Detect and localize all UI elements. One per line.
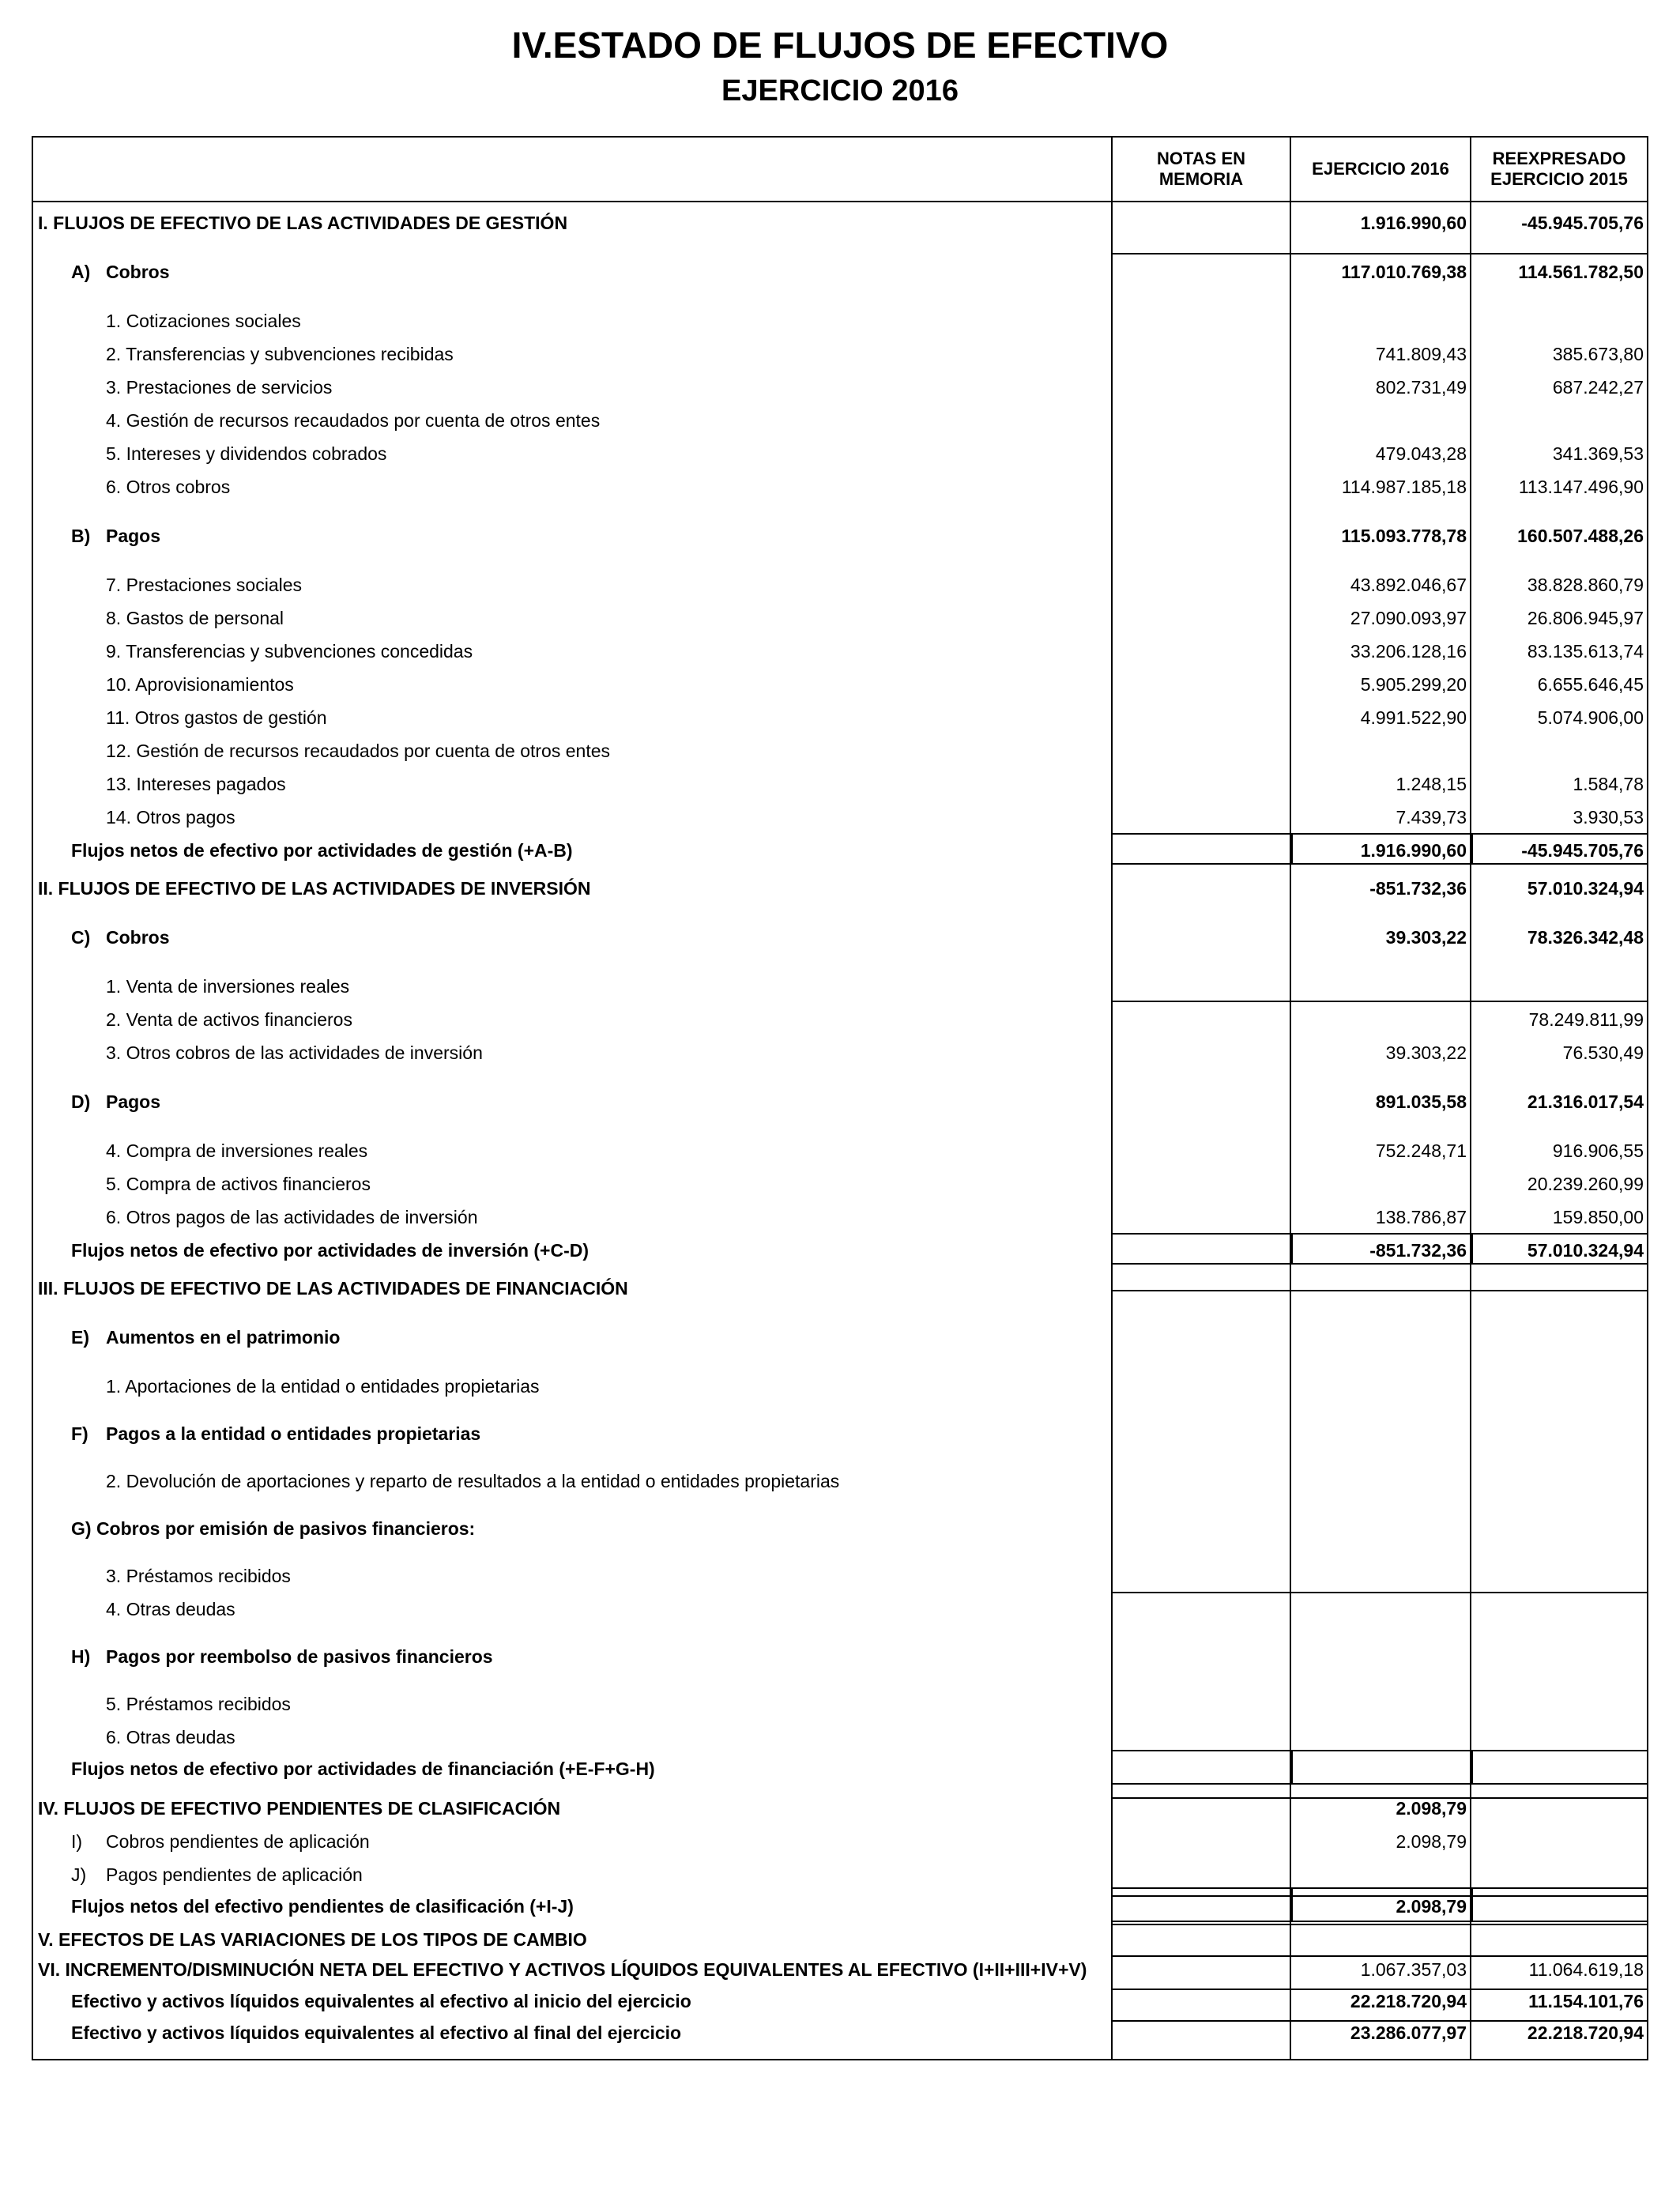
row-label: [106, 305, 301, 337]
value-ejercicio-2016: 115.093.778,78: [1341, 526, 1467, 546]
value-ejercicio-2016: [1293, 1753, 1467, 1785]
table-row: [33, 256, 1647, 288]
row-letter: A): [71, 262, 91, 282]
table-row: [33, 1135, 1647, 1167]
value-ejercicio-2015: 6.655.646,45: [1537, 674, 1644, 695]
row-label-text: 2. Devolución de aportaciones y reparto de resultados a la entidad o entidades propietarias: [106, 1471, 840, 1491]
row-label-text: 3. Otros cobros de las actividades de inversión: [106, 1042, 483, 1063]
row-label-text: 4. Compra de inversiones reales: [106, 1140, 368, 1161]
value-ejercicio-2015: 57.010.324,94: [1527, 878, 1644, 899]
value-ejercicio-2015: [1472, 1560, 1644, 1592]
value-ejercicio-2015: 38.828.860,79: [1527, 575, 1644, 595]
row-label-text: Pagos: [106, 1091, 161, 1112]
row-label: [106, 1037, 483, 1069]
table-row: [33, 338, 1647, 370]
row-label-text: 7. Prestaciones sociales: [106, 575, 303, 595]
value-ejercicio-2015: 160.507.488,26: [1517, 526, 1644, 546]
row-label-text: IV. FLUJOS DE EFECTIVO PENDIENTES DE CLASIFICACIÓN: [38, 1798, 561, 1819]
row-label-text: V. EFECTOS DE LAS VARIACIONES DE LOS TIPOS DE CAMBIO: [38, 1929, 587, 1950]
value-ejercicio-2016: [1293, 1721, 1467, 1753]
value-ejercicio-2016: 741.809,43: [1375, 344, 1467, 364]
header-ejercicio-2015: REEXPRESADO EJERCICIO 2015: [1490, 149, 1628, 189]
row-label-text: 14. Otros pagos: [106, 807, 235, 827]
row-label: [71, 922, 170, 953]
value-ejercicio-2016: [1293, 971, 1467, 1002]
row-label-text: VI. INCREMENTO/DISMINUCIÓN NETA DEL EFECTIVO Y ACTIVOS LÍQUIDOS EQUIVALENTES AL EFECTIVO (I+II+III+IV+V): [38, 1959, 1087, 1980]
row-label: [106, 1201, 478, 1233]
value-ejercicio-2016: 891.035,58: [1375, 1091, 1467, 1112]
value-ejercicio-2016: [1293, 1688, 1467, 1720]
value-ejercicio-2015: [1472, 1721, 1644, 1753]
row-label: [106, 735, 610, 767]
value-ejercicio-2015: 78.249.811,99: [1528, 1009, 1644, 1030]
row-label-text: III. FLUJOS DE EFECTIVO DE LAS ACTIVIDADES DE FINANCIACIÓN: [38, 1278, 628, 1299]
row-letter: C): [71, 927, 91, 948]
row-label-text: 6. Otras deudas: [106, 1727, 235, 1747]
row-label-text: 2. Venta de activos financieros: [106, 1009, 352, 1030]
row-label-text: 6. Otros pagos de las actividades de inversión: [106, 1207, 478, 1227]
row-label: [71, 2017, 681, 2049]
table-row: [33, 520, 1647, 552]
value-ejercicio-2016: [1293, 1370, 1467, 1402]
value-ejercicio-2015: [1472, 1688, 1644, 1720]
value-ejercicio-2016: [1293, 1593, 1467, 1625]
row-label: [106, 438, 386, 469]
value-ejercicio-2015: 687.242,27: [1552, 377, 1644, 398]
value-ejercicio-2016: 43.892.046,67: [1350, 575, 1467, 595]
value-ejercicio-2016: [1293, 405, 1467, 436]
value-ejercicio-2016: [1293, 1272, 1467, 1304]
table-row: [33, 1513, 1647, 1544]
value-ejercicio-2015: [1472, 305, 1644, 337]
row-label: [71, 1418, 480, 1449]
row-label: [106, 1135, 367, 1167]
row-letter: J): [71, 1864, 87, 1885]
table-row: [33, 1859, 1647, 1891]
row-label: [38, 207, 567, 239]
value-ejercicio-2015: [1472, 1593, 1644, 1625]
row-label-text: Cobros: [106, 927, 170, 948]
row-label-text: 12. Gestión de recursos recaudados por cuenta de otros entes: [106, 741, 611, 761]
value-ejercicio-2015: [1472, 1513, 1644, 1544]
table-row: [33, 438, 1647, 469]
table-row: [33, 305, 1647, 337]
value-ejercicio-2015: [1472, 1826, 1644, 1857]
row-label: [71, 1753, 655, 1785]
table-row: [33, 669, 1647, 700]
value-ejercicio-2015: [1472, 405, 1644, 436]
table-row: [33, 1037, 1647, 1069]
value-ejercicio-2016: 138.786,87: [1375, 1207, 1467, 1227]
table-row: [33, 1593, 1647, 1625]
value-ejercicio-2015: 916.906,55: [1552, 1140, 1644, 1161]
row-label-text: 1. Venta de inversiones reales: [106, 976, 350, 997]
value-ejercicio-2015: 341.369,53: [1552, 443, 1644, 464]
value-ejercicio-2016: 1.248,15: [1396, 774, 1467, 794]
header-notas: NOTAS EN MEMORIA: [1156, 149, 1246, 189]
row-label: [106, 1168, 371, 1200]
table-row: [33, 207, 1647, 239]
value-ejercicio-2016: 5.905.299,20: [1360, 674, 1467, 695]
table-row: [33, 1321, 1647, 1353]
value-ejercicio-2016: 1.067.357,03: [1360, 1959, 1467, 1980]
value-ejercicio-2015: 113.147.496,90: [1518, 477, 1644, 497]
header-ejercicio-2016: EJERCICIO 2016: [1312, 159, 1449, 179]
value-ejercicio-2016: 117.010.769,38: [1341, 262, 1467, 282]
row-label: [106, 801, 235, 833]
table-row: [33, 1753, 1647, 1785]
value-ejercicio-2016: 2.098,79: [1396, 1831, 1467, 1852]
value-ejercicio-2015: 114.561.782,50: [1518, 262, 1644, 282]
row-label: [71, 520, 160, 552]
row-label-text: Pagos: [106, 526, 161, 546]
row-label-text: 8. Gastos de personal: [106, 608, 284, 628]
value-ejercicio-2016: [1293, 1859, 1467, 1891]
row-label: [71, 1235, 589, 1266]
row-label-text: 5. Compra de activos financieros: [106, 1174, 371, 1194]
value-ejercicio-2016: [1293, 1641, 1467, 1672]
value-ejercicio-2015: [1472, 1924, 1644, 1955]
value-ejercicio-2015: 26.806.945,97: [1527, 608, 1644, 628]
value-ejercicio-2016: 7.439,73: [1396, 807, 1467, 827]
table-row: [33, 1826, 1647, 1857]
table-row: [33, 1004, 1647, 1035]
value-ejercicio-2016: [1293, 1465, 1467, 1497]
table-row: [33, 971, 1647, 1002]
row-label: [71, 1826, 370, 1857]
value-ejercicio-2016: 39.303,22: [1385, 927, 1467, 948]
value-ejercicio-2016: [1293, 1321, 1467, 1353]
table-row: [33, 1721, 1647, 1753]
row-letter: F): [71, 1423, 89, 1444]
row-label-text: Pagos a la entidad o entidades propietarias: [106, 1423, 481, 1444]
table-row: [33, 371, 1647, 403]
value-ejercicio-2015: 385.673,80: [1552, 344, 1644, 364]
row-label: [106, 1465, 839, 1497]
row-label-text: Cobros pendientes de aplicación: [106, 1831, 370, 1852]
value-ejercicio-2016: 1.916.990,60: [1360, 840, 1467, 861]
table-row: [33, 1370, 1647, 1402]
row-label: [106, 971, 349, 1002]
value-ejercicio-2015: 11.064.619,18: [1528, 1959, 1644, 1980]
table-row: [33, 405, 1647, 436]
row-label: [106, 1004, 352, 1035]
value-ejercicio-2016: [1293, 1560, 1467, 1592]
row-label: [106, 669, 294, 700]
row-label-text: 4. Otras deudas: [106, 1599, 235, 1619]
row-label: [106, 1721, 235, 1753]
row-label-text: Efectivo y activos líquidos equivalentes al efectivo al inicio del ejercicio: [71, 1991, 691, 2011]
row-label: [106, 471, 230, 503]
table-row: [33, 1272, 1647, 1304]
value-ejercicio-2016: [1293, 1418, 1467, 1449]
row-label: [106, 1560, 291, 1592]
table-row: [33, 635, 1647, 667]
row-label-text: 6. Otros cobros: [106, 477, 231, 497]
row-label: [106, 569, 302, 601]
row-letter: E): [71, 1327, 89, 1348]
table-row: [33, 1560, 1647, 1592]
row-label-text: Efectivo y activos líquidos equivalentes al efectivo al final del ejercicio: [71, 2022, 682, 2043]
table-row: [33, 2017, 1647, 2049]
header-divider: [33, 201, 1647, 202]
table-row: [33, 702, 1647, 733]
value-ejercicio-2016: [1293, 1513, 1467, 1544]
value-ejercicio-2015: 57.010.324,94: [1527, 1240, 1644, 1261]
row-label: [106, 338, 454, 370]
row-label: [71, 1891, 574, 1922]
row-label-text: 1. Cotizaciones sociales: [106, 311, 301, 331]
row-label: [38, 1954, 1087, 1985]
value-ejercicio-2016: [1293, 735, 1467, 767]
value-ejercicio-2015: [1472, 1418, 1644, 1449]
value-ejercicio-2016: 752.248,71: [1375, 1140, 1467, 1161]
value-ejercicio-2015: [1472, 1891, 1644, 1922]
row-label: [106, 602, 284, 634]
row-label: [106, 1688, 291, 1720]
table-row: [33, 471, 1647, 503]
table-row: [33, 735, 1647, 767]
row-label: [71, 1641, 493, 1672]
row-label-text: 11. Otros gastos de gestión: [106, 707, 327, 728]
row-label-text: 5. Préstamos recibidos: [106, 1694, 291, 1714]
row-label: [71, 1859, 363, 1891]
value-ejercicio-2016: 22.218.720,94: [1350, 1991, 1467, 2011]
value-ejercicio-2015: [1472, 1321, 1644, 1353]
value-ejercicio-2015: 11.154.101,76: [1528, 1991, 1644, 2011]
table-row: [33, 1985, 1647, 2017]
row-label: [38, 1924, 587, 1955]
row-label-text: Pagos pendientes de aplicación: [106, 1864, 363, 1885]
table-row: [33, 1086, 1647, 1118]
row-label-text: 9. Transferencias y subvenciones concedidas: [106, 641, 473, 662]
value-ejercicio-2016: -851.732,36: [1369, 1240, 1467, 1261]
value-ejercicio-2015: 83.135.613,74: [1527, 641, 1644, 662]
value-ejercicio-2015: 76.530,49: [1562, 1042, 1644, 1063]
table-row: [33, 873, 1647, 904]
row-letter: I): [71, 1831, 83, 1852]
value-ejercicio-2016: 27.090.093,97: [1350, 608, 1467, 628]
row-label-text: 1. Aportaciones de la entidad o entidades propietarias: [106, 1376, 540, 1397]
value-ejercicio-2016: [1293, 1168, 1467, 1200]
table-row: [33, 1641, 1647, 1672]
row-label-text: 3. Préstamos recibidos: [106, 1566, 291, 1586]
row-letter: H): [71, 1646, 91, 1667]
page-subtitle: EJERCICIO 2016: [721, 74, 959, 107]
value-ejercicio-2016: [1293, 1924, 1467, 1955]
value-ejercicio-2015: [1472, 1793, 1644, 1824]
value-ejercicio-2016: 2.098,79: [1396, 1798, 1467, 1819]
row-label-text: 13. Intereses pagados: [106, 774, 286, 794]
row-label-text: Flujos netos de efectivo por actividades de financiación (+E-F+G-H): [71, 1759, 655, 1779]
row-label-text: 3. Prestaciones de servicios: [106, 377, 333, 398]
value-ejercicio-2016: [1293, 305, 1467, 337]
row-label: [71, 1513, 475, 1544]
cash-flow-table: [32, 136, 1648, 2060]
value-ejercicio-2015: [1472, 1272, 1644, 1304]
row-label: [71, 1086, 160, 1118]
table-row: [33, 835, 1647, 866]
row-label-text: 4. Gestión de recursos recaudados por cuenta de otros entes: [106, 410, 601, 431]
row-label-text: Cobros: [106, 262, 170, 282]
value-ejercicio-2016: 33.206.128,16: [1350, 641, 1467, 662]
row-letter: B): [71, 526, 91, 546]
row-label-text: Flujos netos de efectivo por actividades de inversión (+C-D): [71, 1240, 590, 1261]
table-row: [33, 1418, 1647, 1449]
table-row: [33, 1688, 1647, 1720]
table-row: [33, 1201, 1647, 1233]
row-label: [38, 873, 590, 904]
value-ejercicio-2016: -851.732,36: [1369, 878, 1467, 899]
value-ejercicio-2015: 1.584,78: [1573, 774, 1644, 794]
value-ejercicio-2015: -45.945.705,76: [1521, 840, 1644, 861]
row-label-text: Pagos por reembolso de pasivos financieros: [106, 1646, 493, 1667]
value-ejercicio-2016: 1.916.990,60: [1360, 213, 1467, 233]
table-row: [33, 602, 1647, 634]
value-ejercicio-2016: 2.098,79: [1396, 1896, 1467, 1917]
row-label-text: Flujos netos de efectivo por actividades de gestión (+A-B): [71, 840, 573, 861]
row-label: [106, 702, 327, 733]
row-label-text: 2. Transferencias y subvenciones recibidas: [106, 344, 454, 364]
row-label: [106, 1593, 235, 1625]
table-row: [33, 1924, 1647, 1955]
value-ejercicio-2016: 23.286.077,97: [1350, 2022, 1467, 2043]
value-ejercicio-2015: 21.316.017,54: [1527, 1091, 1644, 1112]
table-row: [33, 1465, 1647, 1497]
value-ejercicio-2016: 39.303,22: [1385, 1042, 1467, 1063]
row-divider: [1113, 253, 1647, 254]
row-label: [106, 768, 286, 800]
value-ejercicio-2015: [1472, 735, 1644, 767]
value-ejercicio-2015: [1472, 1753, 1644, 1785]
row-label-text: Aumentos en el patrimonio: [106, 1327, 341, 1348]
value-ejercicio-2016: 114.987.185,18: [1341, 477, 1467, 497]
table-row: [33, 569, 1647, 601]
value-ejercicio-2015: [1472, 971, 1644, 1002]
value-ejercicio-2015: [1472, 1370, 1644, 1402]
row-label: [106, 405, 600, 436]
page-title: IV.ESTADO DE FLUJOS DE EFECTIVO: [511, 25, 1169, 66]
value-ejercicio-2015: 3.930,53: [1573, 807, 1644, 827]
value-ejercicio-2015: 5.074.906,00: [1537, 707, 1644, 728]
row-label-text: I. FLUJOS DE EFECTIVO DE LAS ACTIVIDADES DE GESTIÓN: [38, 213, 568, 233]
row-label: [71, 256, 170, 288]
table-row: [33, 801, 1647, 833]
row-label-text: 10. Aprovisionamientos: [106, 674, 294, 695]
row-label-text: Flujos netos del efectivo pendientes de clasificación (+I-J): [71, 1896, 574, 1917]
table-row: [33, 1168, 1647, 1200]
row-label: [71, 1985, 691, 2017]
row-label-text: G) Cobros por emisión de pasivos financieros:: [71, 1518, 476, 1539]
row-label-text: 5. Intereses y dividendos cobrados: [106, 443, 387, 464]
value-ejercicio-2015: 22.218.720,94: [1527, 2022, 1644, 2043]
table-row: [33, 1793, 1647, 1824]
value-ejercicio-2016: [1293, 1004, 1467, 1035]
row-label: [106, 371, 332, 403]
value-ejercicio-2016: 802.731,49: [1375, 377, 1467, 398]
table-row: [33, 922, 1647, 953]
table-row: [33, 1954, 1647, 1985]
value-ejercicio-2015: 78.326.342,48: [1527, 927, 1644, 948]
row-label: [38, 1272, 628, 1304]
row-label: [71, 835, 573, 866]
row-label: [106, 1370, 540, 1402]
value-ejercicio-2016: 4.991.522,90: [1360, 707, 1467, 728]
value-ejercicio-2015: [1472, 1859, 1644, 1891]
table-row: [33, 1891, 1647, 1922]
value-ejercicio-2015: 159.850,00: [1552, 1207, 1644, 1227]
table-row: [33, 1235, 1647, 1266]
value-ejercicio-2016: 479.043,28: [1375, 443, 1467, 464]
row-label: [38, 1793, 560, 1824]
value-ejercicio-2015: [1472, 1641, 1644, 1672]
table-row: [33, 768, 1647, 800]
value-ejercicio-2015: -45.945.705,76: [1521, 213, 1644, 233]
row-label: [71, 1321, 340, 1353]
row-letter: D): [71, 1091, 91, 1112]
value-ejercicio-2015: [1472, 1465, 1644, 1497]
row-label: [106, 635, 473, 667]
row-label-text: II. FLUJOS DE EFECTIVO DE LAS ACTIVIDADES DE INVERSIÓN: [38, 878, 591, 899]
value-ejercicio-2015: 20.239.260,99: [1527, 1174, 1644, 1194]
